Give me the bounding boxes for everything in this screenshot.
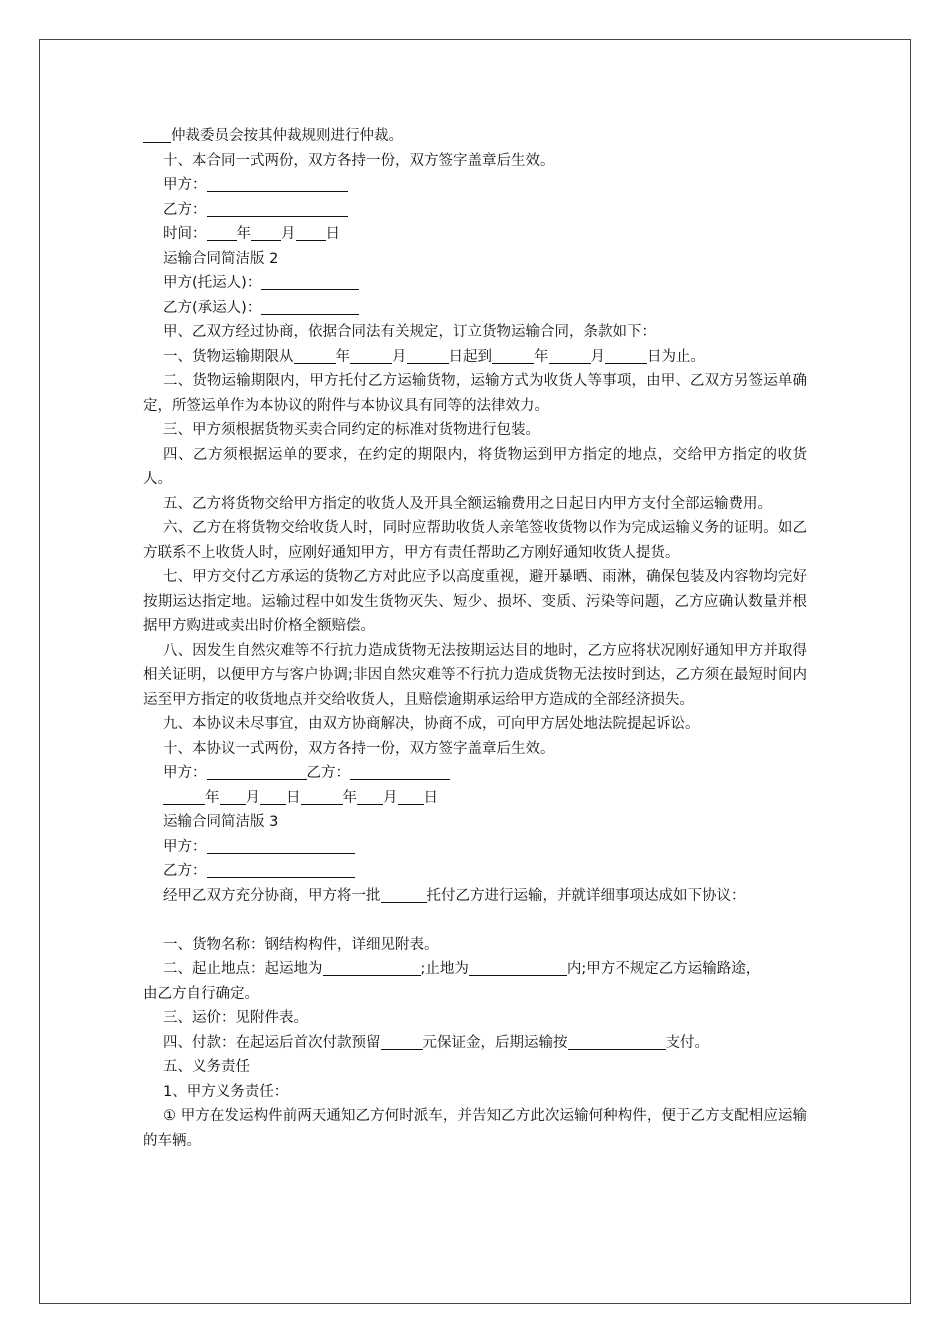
clause: 六、乙方在将货物交给收货人时，同时应帮助收货人亲笔签收货物以作为完成运输义务的证明。如乙方联系不上收货人时，应刚好通知甲方，甲方有责任帮助乙方刚好通知收货人提货。 <box>143 520 807 561</box>
clause-continuation: 由乙方自行确定。 <box>143 985 259 1002</box>
sub-clause: 1、甲方义务责任： <box>163 1083 289 1100</box>
blank-line <box>207 174 348 192</box>
signature-line: 甲方： <box>143 835 807 860</box>
blank-line <box>398 787 424 805</box>
blank-line <box>251 223 281 241</box>
clause: 二、货物运输期限内，甲方托付乙方运输货物，运输方式为收货人等事项，由甲、乙双方另签运单确定，所签运单作为本协议的附件与本协议具有同等的法律效力。 <box>143 373 807 414</box>
blank-line <box>261 297 359 315</box>
blank-line <box>605 346 647 364</box>
blank-line <box>301 787 343 805</box>
clause: 一、货物运输期限从 年 月 日起到 年 月 日为止。 <box>143 345 807 370</box>
clause: 三、甲方须根据货物买卖合同约定的标准对货物进行包装。 <box>163 422 540 438</box>
paragraph: 甲、乙双方经过协商，依据合同法有关规定，订立货物运输合同，条款如下： <box>163 324 656 340</box>
party-line: 乙方(承运人)： <box>143 296 807 321</box>
paragraph: 仲裁委员会按其仲裁规则进行仲裁。 <box>143 124 807 149</box>
blank-line <box>163 787 205 805</box>
blank-line <box>260 787 286 805</box>
clause: 四、付款：在起运后首次付款预留 元保证金，后期运输按 支付。 <box>143 1031 807 1056</box>
blank-line <box>350 762 450 780</box>
blank-line <box>207 836 355 854</box>
clause: 三、运价：见附件表。 <box>163 1010 308 1026</box>
paragraph: 十、本合同一式两份，双方各持一份，双方签字盖章后生效。 <box>163 152 555 169</box>
clause: 二、起止地点：起运地为 ;止地为 内;甲方不规定乙方运输路途， <box>143 957 807 982</box>
blank-line <box>207 762 307 780</box>
blank-line <box>261 272 359 290</box>
blank-line <box>357 787 383 805</box>
blank-line <box>568 1032 666 1050</box>
signature-line: 乙方： <box>143 859 807 884</box>
clause: 一、货物名称：钢结构构件，详细见附表。 <box>163 936 439 953</box>
blank-line <box>207 199 348 217</box>
blank-line <box>220 787 246 805</box>
blank-line <box>207 223 237 241</box>
blank-line <box>549 346 591 364</box>
blank-line <box>294 346 336 364</box>
blank-space <box>143 908 807 933</box>
blank-line <box>381 1032 423 1050</box>
clause: 五、义务责任 <box>163 1059 250 1075</box>
signature-line: 甲方： <box>143 173 807 198</box>
clause: 四、乙方须根据运单的要求，在约定的期限内，将货物运到甲方指定的地点，交给甲方指定的收货人。 <box>143 446 807 487</box>
clause: 五、乙方将货物交给甲方指定的收货人及开具全额运输费用之日起日内甲方支付全部运输费用。 <box>163 495 772 512</box>
sub-clause-item: ① 甲方在发运构件前两天通知乙方何时派车，并告知乙方此次运输何种构件，便于乙方支配相应运输的车辆。 <box>143 1108 807 1149</box>
blank-line <box>207 860 355 878</box>
date-line: 时间： 年 月 日 <box>143 222 807 247</box>
section-title: 运输合同简洁版 2 <box>163 250 279 267</box>
section-title: 运输合同简洁版 3 <box>163 814 279 830</box>
signature-line: 甲方： 乙方： <box>143 761 807 786</box>
blank-line <box>492 346 534 364</box>
blank-line <box>381 885 427 903</box>
clause: 八、因发生自然灾难等不行抗力造成货物无法按期运达目的地时，乙方应将状况刚好通知甲方并取得相关证明，以便甲方与客户协调;非因自然灾难等不行抗力造成货物无法按时到达，乙方须在最短时间内运至甲方指定的收货地点并交给收货人，且赔偿逾期承运给甲方造成的全部经济损失。 <box>143 642 807 708</box>
clause: 九、本协议未尽事宜，由双方协商解决，协商不成，可向甲方居处地法院提起诉讼。 <box>163 716 700 732</box>
blank-line <box>143 125 171 143</box>
party-line: 甲方(托运人)： <box>143 271 807 296</box>
blank-line <box>296 223 326 241</box>
clause: 十、本协议一式两份，双方各持一份，双方签字盖章后生效。 <box>163 740 555 757</box>
blank-line <box>407 346 449 364</box>
blank-line <box>469 958 567 976</box>
date-line: 年 月 日 年 月 日 <box>143 786 807 811</box>
document-body <box>143 124 807 1153</box>
signature-line: 乙方： <box>143 198 807 223</box>
clause: 七、甲方交付乙方承运的货物乙方对此应予以高度重视，避开暴晒、雨淋，确保包装及内容物均完好按期运达指定地。运输过程中如发生货物灭失、短少、损坏、变质、污染等问题，乙方应确认数量并根据甲方购进或卖出时价格全额赔偿。 <box>143 569 807 634</box>
blank-line <box>350 346 392 364</box>
blank-line <box>323 958 421 976</box>
paragraph: 经甲乙双方充分协商，甲方将一批 托付乙方进行运输，并就详细事项达成如下协议： <box>143 884 807 909</box>
